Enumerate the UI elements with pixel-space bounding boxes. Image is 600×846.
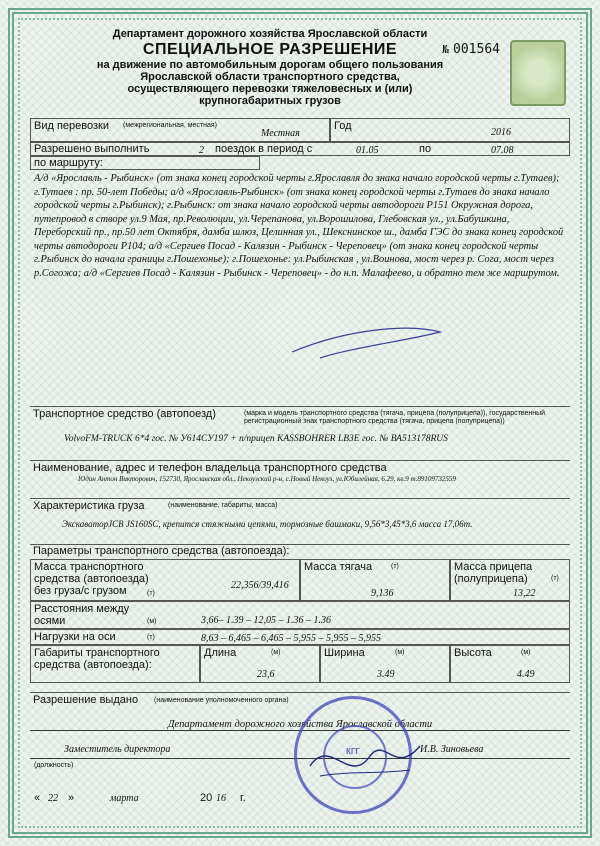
number-sign: №: [442, 43, 450, 56]
trailer-label: Масса прицепа (полуприцепа): [454, 561, 533, 585]
vehicle-label: Транспортное средство (автопоезд): [33, 408, 216, 420]
width-label: Ширина: [324, 647, 365, 659]
position-hint: (должность): [34, 762, 74, 769]
length-label: Длина: [204, 647, 237, 659]
issuer-value: Департамент дорожного хозяйства Ярославской области: [167, 719, 433, 730]
axles-row: [30, 601, 570, 629]
date-year: 16: [216, 793, 226, 804]
length-cell: [200, 645, 320, 683]
axles-unit: (м): [147, 618, 157, 625]
subtitle-line-1: на движение по автомобильным дорогам общего пользования: [96, 59, 444, 71]
to-label: по: [419, 143, 432, 155]
tractor-label: Масса тягача: [304, 561, 373, 573]
loads-row: [30, 629, 570, 645]
params-title-row: [30, 544, 570, 559]
position-value: Заместитель директора: [64, 744, 171, 755]
mass-value: 22,356/39,416: [231, 580, 289, 591]
document-title: СПЕЦИАЛЬНОЕ РАЗРЕШЕНИЕ: [142, 41, 398, 58]
dims-label: Габариты транспортного средства (автопоезда):: [34, 647, 160, 671]
vehicle-hint: (марка и модель транспортного средства (тягача, прицепа (полуприцепа)), государственный регистрационный знак транспортного средства (тягача, прицепа (полуприцепа)): [244, 410, 546, 425]
mass-unit: (т): [147, 590, 155, 597]
to-value: 07.08: [491, 145, 514, 156]
signer-name: И.В. Зиновьева: [420, 744, 484, 755]
issued-label: Разрешение выдано: [33, 694, 139, 706]
owner-value: Юдин Антон Викторович, 152730, Ярославская обл., Некоузский р-н, с.Новый Некоуз, ул.Юбилейная, 6.29, кв.9 т.89109732559: [78, 475, 456, 483]
period-label: поездок в период с: [215, 143, 313, 155]
signature-scribble: [300, 726, 430, 796]
date-month: марта: [110, 793, 139, 804]
document-body: [30, 26, 570, 826]
height-label: Высота: [454, 647, 492, 659]
date-day: 22: [48, 793, 58, 804]
route-block: [30, 172, 570, 328]
kind-hint: (межрегиональная, местная): [123, 122, 218, 129]
cargo-section: [30, 498, 570, 543]
vehicle-value: VolvoFM-TRUCK 6*4 гос. № У614СУ197 + п/прицеп KASSBOHRER LB3E гос. № ВА513178RUS: [64, 434, 448, 444]
year-cell: [330, 118, 570, 142]
route-text: А/д «Ярославль - Рыбинск» (от знака конец городской черты г.Ярославля до знака начало городской черты г.Тутаев); г.Тутаев : пр. 50-лет Победы; а/д «Ярославль-Рыбинск» (от знака конец городской черты г.Тутаев до знака начало городской черты г.Рыбинск); г.Рыбинск: от знака начало городской черты автодороги Р151 Окружная дорога, путепровод в створе ул.9 Мая, пр.Революции, ул.Черепанова, ул.Ворошилова, Глебовская ул., ул.Бабушкина, Переборский пр., пр.50 лет Октября, дамба шлюз, Целинная ул., Шекснинское ш., дамба ГЭС до знака конец городской черты автодороги Р104; а/д «Сергиев Посад - Калязин - Рыбинск - Череповец» (от знака конец городской черты г.Рыбинск до начала границы г.Пошехонье); г.Пошехонье: ул.Рыбинская , ул.Воинова, мост через р. Сога, мост через р.Согожа; а/д «Сергиев Посад - Калязин - Рыбинск - Череповец» - до н.п. Малафеево, и обратно тем же маршрутом.: [34, 173, 564, 279]
trailer-unit: (т): [551, 575, 559, 582]
params-label: Параметры транспортного средства (автопоезда):: [33, 545, 290, 557]
trips-value: 2: [199, 145, 204, 156]
dims-label-cell: [30, 645, 200, 683]
owner-section: [30, 460, 570, 497]
kind-value: Местная: [261, 128, 300, 139]
serial-value: 001564: [453, 42, 500, 57]
route-label: по маршруту:: [34, 157, 103, 169]
height-value: 4.49: [517, 669, 535, 680]
loads-unit: (т): [147, 634, 155, 641]
from-value: 01.05: [356, 145, 379, 156]
kind-cell: [30, 118, 330, 142]
year-label: Год: [334, 120, 352, 132]
allowed-label: Разрешено выполнить: [34, 143, 150, 155]
issued-row: [30, 692, 570, 709]
date-year-prefix: 20: [200, 792, 213, 804]
tractor-unit: (т): [391, 563, 399, 570]
year-value: 2016: [491, 127, 511, 138]
cargo-hint: (наименование, габариты, масса): [168, 502, 278, 509]
stamp-text: КГГ: [346, 747, 360, 756]
vehicle-section: [30, 406, 570, 451]
diagonal-line-scribble: [290, 318, 450, 368]
allowed-row: [30, 142, 570, 156]
subtitle-line-3: осуществляющего перевозки тяжеловесных и (или): [127, 83, 413, 95]
width-cell: [320, 645, 450, 683]
subtitle-line-2: Ярославской области транспортного средства,: [140, 71, 400, 83]
cargo-label: Характеристика груза: [33, 500, 145, 512]
tractor-value: 9,136: [371, 588, 394, 599]
tractor-cell: [300, 559, 450, 601]
date-row: « 22 » марта 20 16 г.: [34, 792, 246, 804]
height-cell: [450, 645, 570, 683]
owner-label: Наименование, адрес и телефон владельца транспортного средства: [33, 462, 387, 474]
header-block: [30, 28, 510, 107]
loads-value: 8,63 – 6,465 – 6,465 – 5,955 – 5,955 – 5,955: [201, 633, 381, 644]
axles-label: Расстояния между осями: [34, 603, 130, 627]
length-value: 23,6: [257, 669, 275, 680]
mass-label: Масса транспортного средства (автопоезда) без груза/с грузом: [34, 561, 149, 597]
width-unit: (м): [395, 649, 405, 656]
date-suffix: г.: [240, 792, 246, 804]
department-title: Департамент дорожного хозяйства Ярославской области: [112, 28, 428, 40]
trailer-cell: [450, 559, 570, 601]
width-value: 3.49: [377, 669, 395, 680]
mass-cell: [30, 559, 300, 601]
subtitle-line-4: крупногабаритных грузов: [199, 95, 341, 107]
route-label-cell: [30, 156, 260, 170]
issued-hint: (наименование уполномоченного органа): [154, 697, 289, 704]
loads-label: Нагрузки на оси: [34, 631, 116, 643]
trailer-value: 13,22: [513, 588, 536, 599]
axles-value: 3,66– 1.39 – 12,05 – 1.36 – 1.36: [201, 615, 331, 626]
kind-label: Вид перевозки: [34, 120, 109, 132]
coat-of-arms-emblem: [510, 40, 566, 106]
height-unit: (м): [521, 649, 531, 656]
length-unit: (м): [271, 649, 281, 656]
cargo-value: ЭкскаваторJCB JS160SC, крепится стяжными цепями, тормозные башмаки, 9,56*3,45*3,6 масса 17,06т.: [62, 519, 473, 529]
